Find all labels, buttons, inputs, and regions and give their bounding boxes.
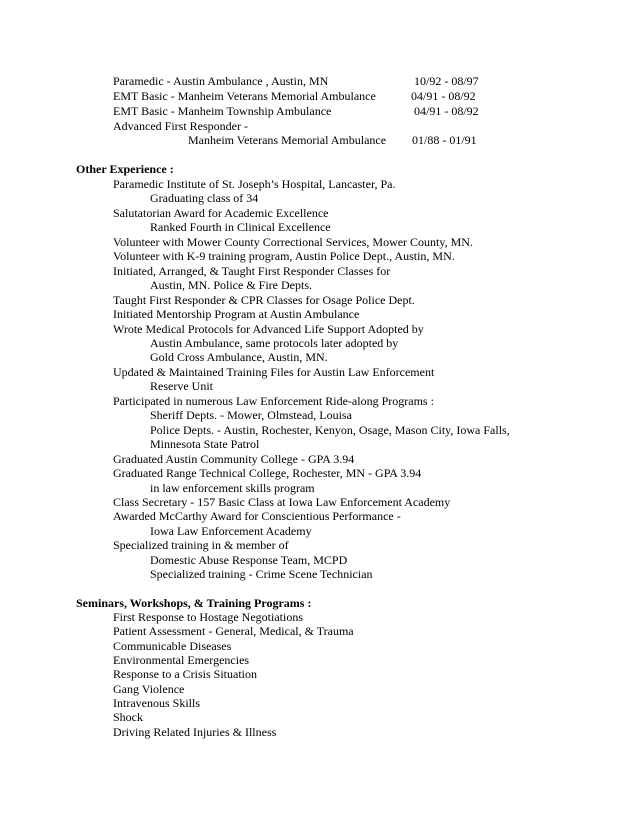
list-item: Wrote Medical Protocols for Advanced Life Support Adopted by: [113, 322, 424, 336]
list-item: Response to a Crisis Situation: [113, 667, 257, 681]
section-heading-seminars: Seminars, Workshops, & Training Programs :: [76, 596, 312, 610]
list-item: Volunteer with K-9 training program, Austin Police Dept., Austin, MN.: [113, 249, 455, 263]
list-item: Communicable Diseases: [113, 639, 232, 653]
list-item: Minnesota State Patrol: [150, 437, 260, 451]
list-item: Class Secretary - 157 Basic Class at Iowa Law Enforcement Academy: [113, 495, 451, 509]
list-item: Salutatorian Award for Academic Excellence: [113, 206, 329, 220]
section-heading-other-experience: Other Experience :: [76, 162, 174, 176]
list-item: Specialized training - Crime Scene Technician: [150, 567, 373, 581]
list-item: Police Depts. - Austin, Rochester, Kenyon, Osage, Mason City, Iowa Falls,: [150, 423, 510, 437]
employment-title: EMT Basic - Manheim Veterans Memorial Ambulance: [113, 89, 376, 103]
list-item: Domestic Abuse Response Team, MCPD: [150, 553, 348, 567]
list-item: Specialized training in & member of: [113, 538, 289, 552]
employment-title: Manheim Veterans Memorial Ambulance: [188, 133, 387, 147]
list-item: Volunteer with Mower County Correctional Services, Mower County, MN.: [113, 235, 473, 249]
list-item: Iowa Law Enforcement Academy: [150, 524, 312, 538]
list-item: Awarded McCarthy Award for Conscientious Performance -: [113, 509, 401, 523]
list-item: Initiated Mentorship Program at Austin Ambulance: [113, 307, 360, 321]
list-item: in law enforcement skills program: [150, 481, 315, 495]
list-item: Austin Ambulance, same protocols later adopted by: [150, 336, 399, 350]
list-item: Gold Cross Ambulance, Austin, MN.: [150, 350, 328, 364]
list-item: Taught First Responder & CPR Classes for Osage Police Dept.: [113, 293, 415, 307]
list-item: First Response to Hostage Negotiations: [113, 610, 303, 624]
list-item: Ranked Fourth in Clinical Excellence: [150, 220, 331, 234]
list-item: Gang Violence: [113, 682, 185, 696]
list-item: Sheriff Depts. - Mower, Olmstead, Louisa: [150, 408, 352, 422]
employment-dates: 01/88 - 01/91: [412, 133, 477, 147]
list-item: Graduated Range Technical College, Rochester, MN - GPA 3.94: [113, 466, 422, 480]
employment-dates: 10/92 - 08/97: [414, 74, 479, 88]
list-item: Graduated Austin Community College - GPA 3.94: [113, 452, 355, 466]
list-item: Initiated, Arranged, & Taught First Responder Classes for: [113, 264, 391, 278]
list-item: Intravenous Skills: [113, 696, 200, 710]
list-item: Austin, MN. Police & Fire Depts.: [150, 278, 312, 292]
list-item: Graduating class of 34: [150, 191, 259, 205]
employment-title: Paramedic - Austin Ambulance , Austin, MN: [113, 74, 329, 88]
list-item: Driving Related Injuries & Illness: [113, 725, 277, 739]
list-item: Paramedic Institute of St. Joseph’s Hospital, Lancaster, Pa.: [113, 177, 396, 191]
list-item: Reserve Unit: [150, 379, 213, 393]
employment-title: EMT Basic - Manheim Township Ambulance: [113, 104, 332, 118]
employment-title: Advanced First Responder -: [113, 119, 248, 133]
list-item: Updated & Maintained Training Files for Austin Law Enforcement: [113, 365, 435, 379]
list-item: Participated in numerous Law Enforcement Ride-along Programs :: [113, 394, 434, 408]
list-item: Shock: [113, 710, 143, 724]
list-item: Patient Assessment - General, Medical, & Trauma: [113, 624, 354, 638]
employment-dates: 04/91 - 08/92: [411, 89, 476, 103]
list-item: Environmental Emergencies: [113, 653, 250, 667]
employment-dates: 04/91 - 08/92: [414, 104, 479, 118]
